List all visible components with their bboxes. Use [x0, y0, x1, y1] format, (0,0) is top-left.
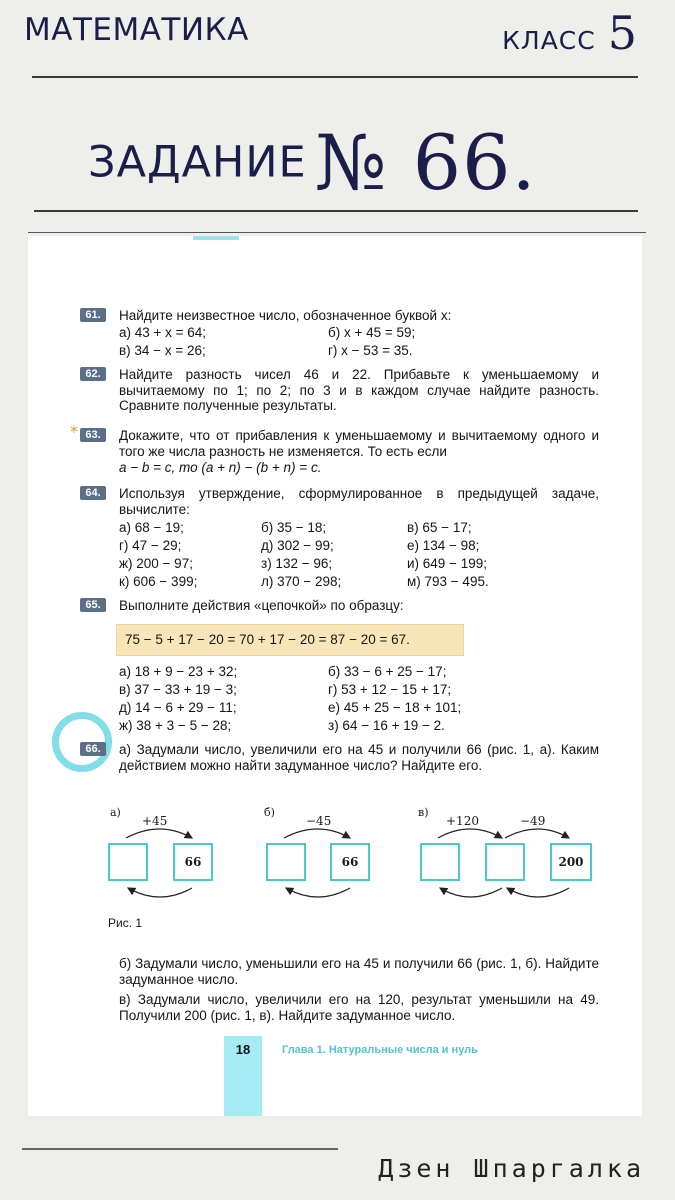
grade-number: 5 — [607, 6, 637, 60]
fig-a-arrow-bottom — [128, 888, 192, 897]
p65-item: г) 53 + 12 − 15 + 17; — [328, 682, 452, 697]
fig-c-arrow-top-1 — [438, 829, 502, 838]
p65-item: з) 64 − 16 + 19 − 2. — [328, 718, 445, 733]
chain-example: 75 − 5 + 17 − 20 = 70 + 17 − 20 = 87 − 20 = 67. — [116, 624, 464, 656]
header-divider — [32, 76, 638, 78]
fig-c-arrow-top-2 — [505, 829, 569, 838]
page-top-line — [28, 232, 646, 233]
p64-item: а) 68 − 19; — [119, 520, 184, 535]
fig-a-value-box: 66 — [173, 843, 213, 881]
p65-item: б) 33 − 6 + 25 − 17; — [328, 664, 447, 679]
fig-b-op: −45 — [306, 814, 332, 828]
p61-item-a: а) 43 + x = 64; — [119, 325, 207, 340]
star-icon: * — [70, 422, 78, 441]
problem-63-formula: a − b = c, то (a + n) − (b + n) = c. — [119, 460, 322, 475]
p64-item: д) 302 − 99; — [261, 538, 334, 553]
task-label: ЗАДАНИЕ — [88, 137, 307, 188]
task-heading — [88, 118, 537, 207]
problem-65-text: Выполните действия «цепочкой» по образцу: — [119, 598, 404, 613]
task-divider — [34, 210, 638, 212]
problem-number-63: 63. — [80, 428, 106, 442]
fig-c-arrow-bottom-1 — [507, 888, 569, 897]
p64-item: з) 132 − 96; — [261, 556, 333, 571]
p64-item: и) 649 − 199; — [407, 556, 487, 571]
problem-number-62: 62. — [80, 367, 106, 381]
p65-item: д) 14 − 6 + 29 − 11; — [119, 700, 237, 715]
fig-c-op1: +120 — [446, 814, 479, 828]
p65-item: а) 18 + 9 − 23 + 32; — [119, 664, 238, 679]
fig-c-op2: −49 — [520, 814, 546, 828]
footer-divider — [22, 1148, 338, 1150]
fig-a-arrow-top — [126, 829, 192, 838]
p61-item-v: в) 34 − x = 26; — [119, 343, 206, 358]
problem-66c-text: в) Задумали число, увеличили его на 120, результат уменьшили на 49. Получили 200 (рис. 1, в). Найдите задуманное число. — [119, 992, 599, 1023]
fig-b-value-box: 66 — [330, 843, 370, 881]
fig-arrows — [28, 236, 642, 936]
grade-label — [502, 6, 637, 60]
fig-c-label: в) — [418, 806, 429, 819]
textbook-page — [28, 236, 642, 1116]
p61-item-b: б) x + 45 = 59; — [328, 325, 416, 340]
task-number: № 66. — [314, 118, 537, 207]
problem-number-65: 65. — [80, 598, 106, 612]
fig-b-arrow-top — [284, 829, 350, 838]
p65-item: ж) 38 + 3 − 5 − 28; — [119, 718, 232, 733]
fig-b-arrow-bottom — [286, 888, 350, 897]
problem-61-text: Найдите неизвестное число, обозначенное буквой x: — [119, 308, 452, 323]
p65-item: в) 37 − 33 + 19 − 3; — [119, 682, 237, 697]
p64-item: м) 793 − 495. — [407, 574, 489, 589]
brand-name: Дзен Шпаргалка — [378, 1154, 645, 1183]
p64-item: в) 65 − 17; — [407, 520, 472, 535]
fig-a-label: а) — [110, 806, 121, 819]
p64-item: л) 370 − 298; — [261, 574, 342, 589]
p64-item: ж) 200 − 97; — [119, 556, 193, 571]
p65-item: е) 45 + 25 − 18 + 101; — [328, 700, 462, 715]
problem-64-text: Используя утверждение, сформулированное в предыдущей задаче, вычислите: — [119, 486, 599, 517]
figure-caption: Рис. 1 — [108, 916, 143, 930]
p64-item: е) 134 − 98; — [407, 538, 480, 553]
fig-a-op: +45 — [142, 814, 168, 828]
page-number: 18 — [235, 1042, 251, 1057]
p64-item: б) 35 − 18; — [261, 520, 327, 535]
grade-text: КЛАСС — [502, 26, 596, 55]
problem-66-text: а) Задумали число, увеличили его на 45 и получили 66 (рис. 1, а). Каким действием можно найти задуманное число? Найдите его. — [119, 742, 599, 773]
fig-b-label: б) — [264, 806, 275, 819]
fig-c-value-box: 200 — [550, 843, 592, 881]
subject-title: МАТЕМАТИКА — [24, 12, 249, 48]
problem-62-text: Найдите разность чисел 46 и 22. Прибавьте к уменьшаемому и вычитаемому по 1; по 2; по 3 и в каждом случае найдите разность. Сравните полученные результаты. — [119, 367, 599, 413]
problem-number-64: 64. — [80, 486, 106, 500]
p64-item: к) 606 − 399; — [119, 574, 198, 589]
p64-item: г) 47 − 29; — [119, 538, 182, 553]
p61-item-g: г) x − 53 = 35. — [328, 343, 413, 358]
problem-66b-text: б) Задумали число, уменьшили его на 45 и получили 66 (рис. 1, б). Найдите задуманное число. — [119, 956, 599, 987]
problem-63-text: Докажите, что от прибавления к уменьшаемому и вычитаемому одного и того же числа разность не изменяется. То есть если — [119, 428, 599, 459]
chapter-title: Глава 1. Натуральные числа и нуль — [282, 1044, 478, 1056]
fig-c-arrow-bottom-2 — [440, 888, 502, 897]
problem-number-66: 66. — [80, 742, 106, 756]
problem-number-61: 61. — [80, 308, 106, 322]
